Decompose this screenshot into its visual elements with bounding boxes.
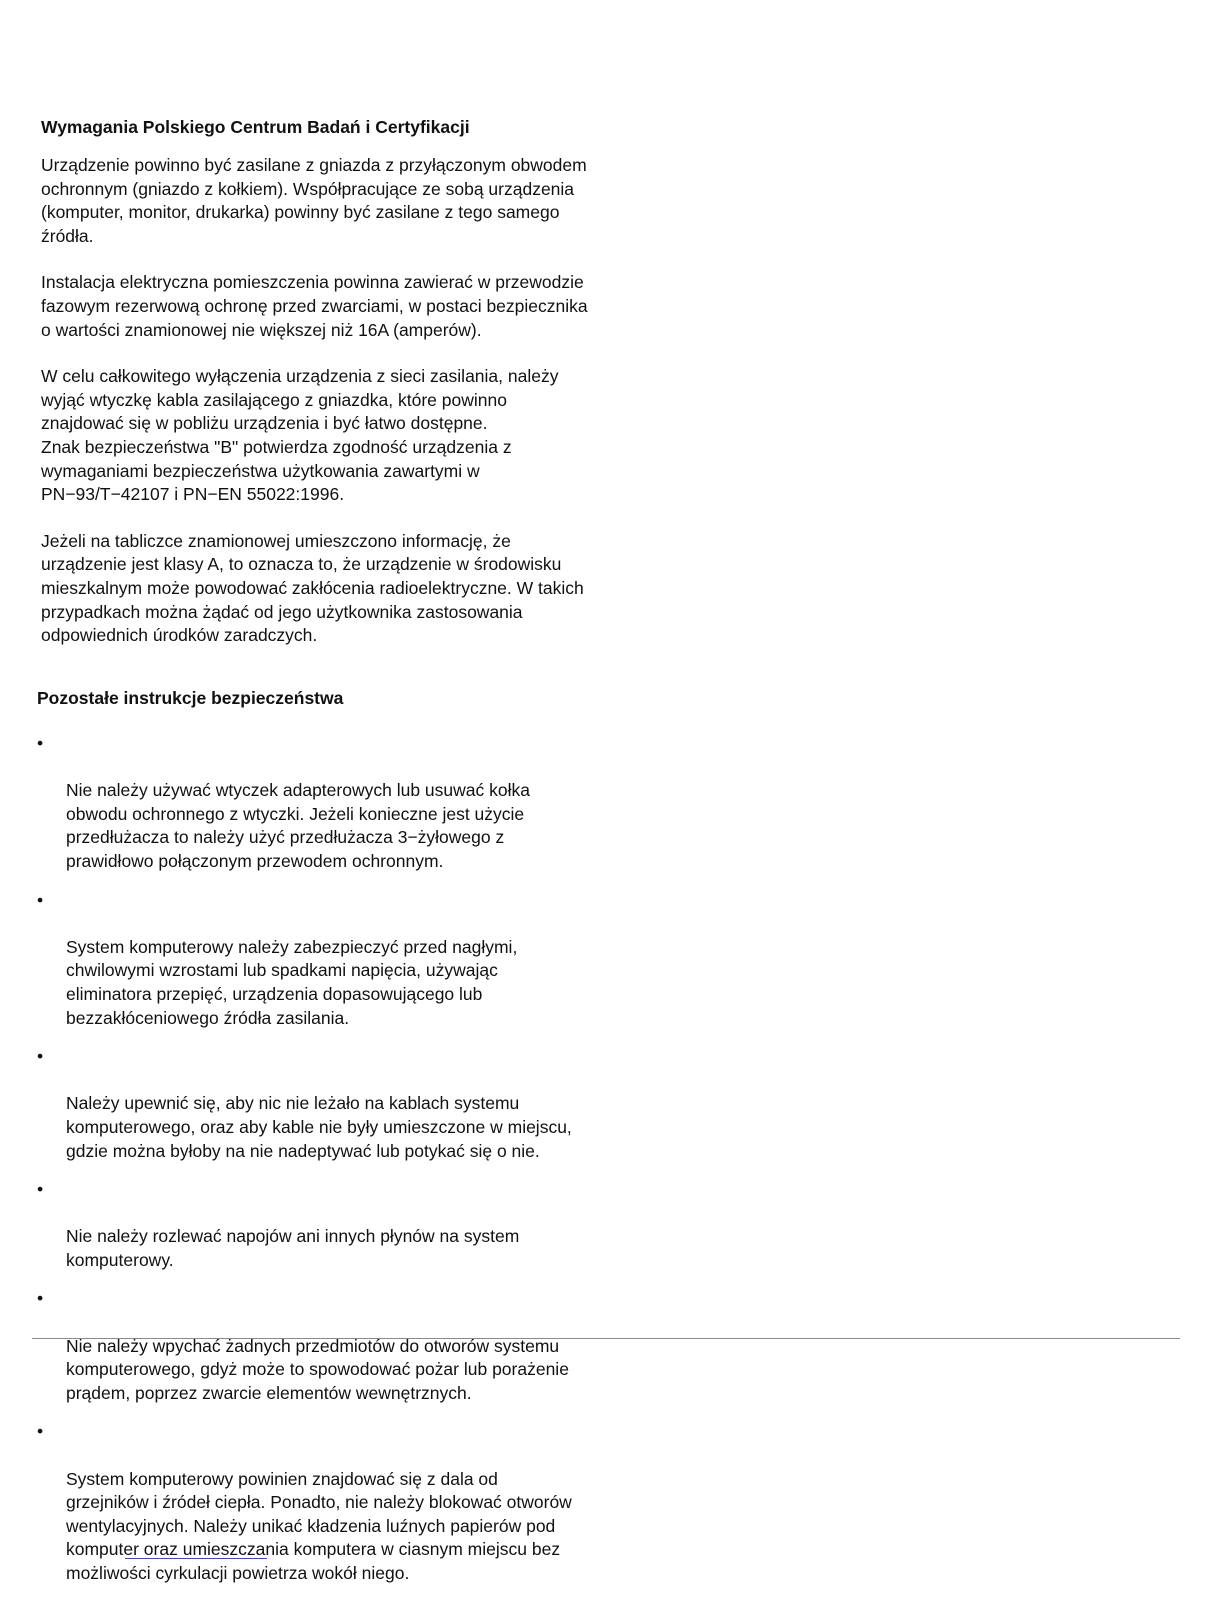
pcbc-paragraph-disconnect: W celu całkowitego wyłączenia urządzenia z sieci zasilania, należy wyjąć wtyczkę kabla zasilającego z gniazdka, które powinno znajdować się w pobliżu urządzenia i być łatwo dostępne. Znak bezpieczeństwa "B" potwierdza zgodność urządzenia z wymaganiami bezpieczeństwa użytkowania zawartymi w PN−93/T−42107 i PN−EN 55022:1996. (41, 366, 559, 505)
pcbc-heading: Wymagania Polskiego Centrum Badań i Certyfikacji (41, 117, 470, 137)
bullet-icon: • (37, 1288, 44, 1309)
list-item-text: Należy upewnić się, aby nic nie leżało na kablach systemu komputerowego, oraz aby kable nie były umieszczone w miejscu, gdzie można byłoby na nie nadeptywać lub potykać się o nie. (66, 1093, 572, 1161)
bullet-icon: • (37, 1179, 44, 1200)
bullet-icon: • (37, 889, 44, 910)
list-item-text: System komputerowy należy zabezpieczyć przed nagłymi, chwilowymi wzrostami lub spadkami napięcia, używając eliminatora przepięć, urządzenia dopasowującego lub bezzakłóceniowego źródła zasilania. (66, 936, 518, 1028)
list-item-text: System komputerowy powinien znajdować się z dala od grzejników i źródeł ciepła. Ponadto, nie należy blokować otworów wentylacyjnych. Należy unikać kładzenia luźnych papierów pod komputer oraz umieszczania komputera w ciasnym miejscu bez możliwości cyrkulacji powietrza wokół niego. (66, 1468, 572, 1583)
pcbc-paragraph-grounding: Urządzenie powinno być zasilane z gniazda z przyłączonym obwodem ochronnym (gniazdo z kołkiem). Współpracujące ze sobą urządzenia (komputer, monitor, drukarka) powinny być zasilane z tego samego źródła. (41, 155, 587, 246)
list-item-text: Nie należy rozlewać napojów ani innych płynów na system komputerowy. (66, 1226, 520, 1270)
list-item (37, 1178, 697, 1272)
list-item (37, 1420, 697, 1585)
pcbc-requirements-section (41, 116, 681, 648)
pcbc-paragraph-fuse: Instalacja elektryczna pomieszczenia powinna zawierać w przewodzie fazowym rezerwową ochronę przed zwarciami, w postaci bezpiecznika o wartości znamionowej nie większej niż 16A (amperów). (41, 272, 588, 340)
horizontal-divider (32, 1338, 1180, 1339)
list-item-text: Nie należy wpychać żadnych przedmiotów do otworów systemu komputerowego, gdyż może to spowodować pożar lub porażenie prądem, poprzez zwarcie elementów wewnętrznych. (66, 1335, 569, 1403)
list-item (37, 889, 697, 1031)
bullet-icon: • (37, 733, 44, 753)
pcbc-paragraph-class-a: Jeżeli na tabliczce znamionowej umieszczono informację, że urządzenie jest klasy A, to oznacza to, że urządzenie w środowisku mieszkalnym może powodować zakłócenia radioelektryczne. W takich przypadkach można żądać od jego użytkownika zastosowania odpowiednich úrodków zaradczych. (41, 530, 584, 646)
bullet-icon: • (37, 1421, 44, 1442)
list-item (37, 1045, 697, 1163)
safety-bullet-list (37, 732, 697, 1586)
list-item (37, 1287, 697, 1405)
safety-heading: Pozostałe instrukcje bezpieczeństwa (37, 688, 344, 708)
other-safety-section (37, 687, 697, 1601)
list-item-text: Nie należy używać wtyczek adapterowych lub usuwać kołka obwodu ochronnego z wtyczki. Jeżeli konieczne jest użycie przedłużacza to należy użyć przedłużacza 3−żyłowego z prawidłowo połączonym przewodem ochronnym. (66, 780, 530, 871)
bullet-icon: • (37, 1046, 44, 1067)
footer-link-underline[interactable] (125, 1558, 267, 1559)
list-item (37, 732, 697, 874)
